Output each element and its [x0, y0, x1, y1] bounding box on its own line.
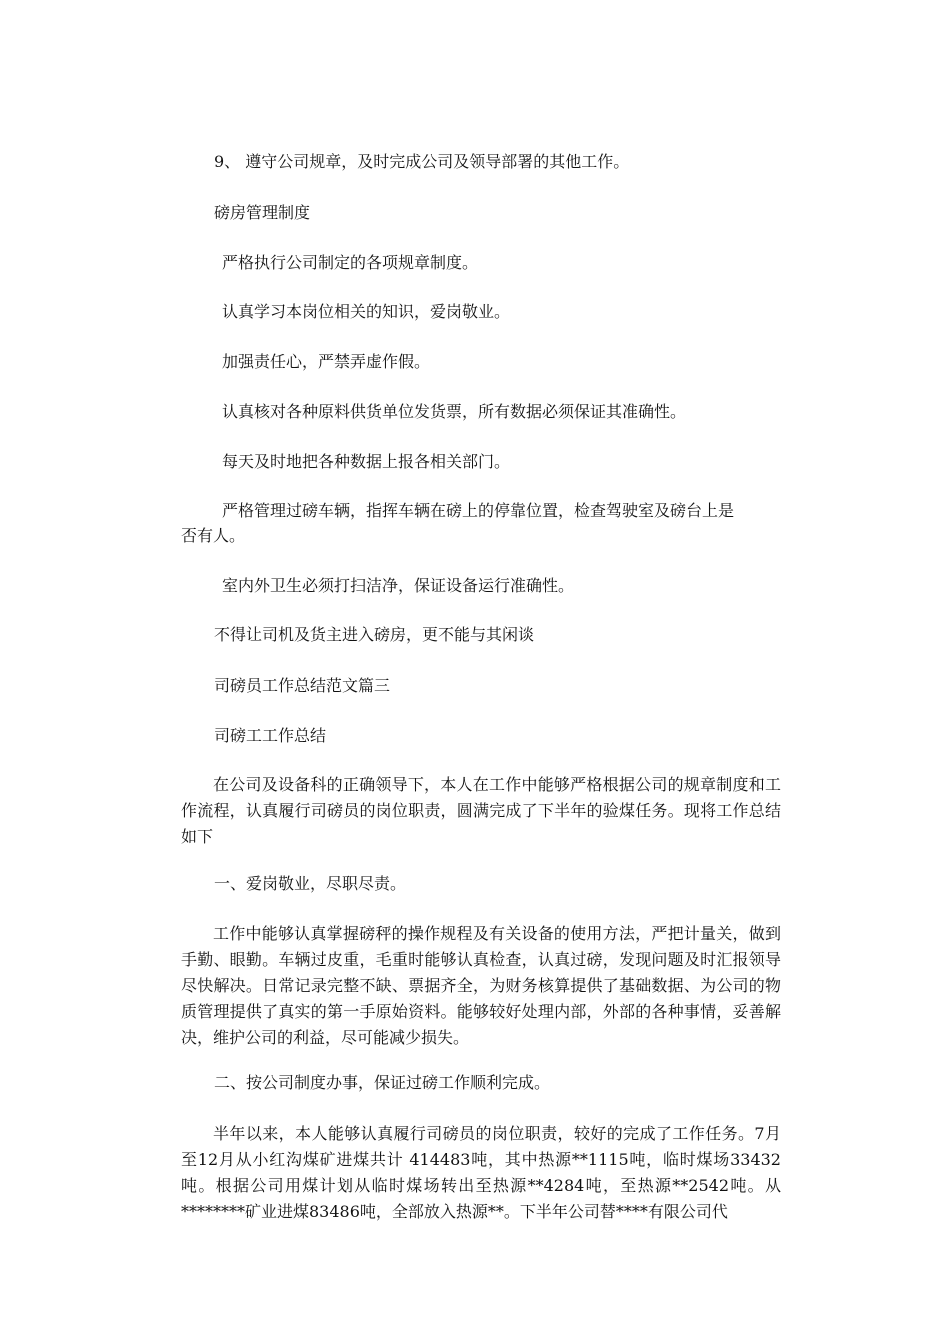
paragraph-2-text: 半年以来，本人能够认真履行司磅员的岗位职责，较好的完成了工作任务。7月至12月从小红沟煤矿进煤共计 414483吨，其中热源**1115吨，临时煤场33432吨。根据公司用煤计划从临时煤场转出至热源**4284吨，至热源**2542吨。从********矿业进煤83486吨，全部放入热源**。下半年公司替****有限公司代: [181, 1124, 781, 1221]
item-9: 9、 遵守公司规章，及时完成公司及领导部署的其他工作。: [214, 152, 630, 171]
rule-2: 认真学习本岗位相关的知识，爱岗敬业。: [222, 302, 511, 321]
paragraph-2: [181, 1121, 781, 1225]
intro-text: 在公司及设备科的正确领导下，本人在工作中能够严格根据公司的规章制度和工作流程，认真履行司磅员的岗位职责，圆满完成了下半年的验煤任务。现将工作总结如下: [181, 775, 781, 846]
paragraph-1-text: 工作中能够认真掌握磅秤的操作规程及有关设备的使用方法，严把计量关，做到手勤、眼勤。车辆过皮重，毛重时能够认真检查，认真过磅，发现问题及时汇报领导尽快解决。日常记录完整不缺、票据齐全，为财务核算提供了基础数据、为公司的物质管理提供了真实的第一手原始资料。能够较好处理内部，外部的各种事情，妥善解决，维护公司的利益，尽可能减少损失。: [181, 924, 781, 1047]
rule-8: 不得让司机及货主进入磅房，更不能与其闲谈: [214, 625, 535, 644]
rule-6-continuation: 否有人。: [181, 526, 246, 545]
intro-paragraph: [181, 772, 781, 850]
heading-2: 二、按公司制度办事，保证过磅工作顺利完成。: [214, 1073, 551, 1092]
rule-7: 室内外卫生必须打扫洁净，保证设备运行准确性。: [222, 576, 575, 595]
section-title-weighroom: 磅房管理制度: [214, 203, 311, 222]
rule-1: 严格执行公司制定的各项规章制度。: [222, 253, 479, 272]
paragraph-1: [181, 921, 781, 1051]
rule-4: 认真核对各种原料供货单位发货票，所有数据必须保证其准确性。: [222, 402, 687, 421]
rule-5: 每天及时地把各种数据上报各相关部门。: [222, 452, 511, 471]
article-subtitle: 司磅工工作总结: [214, 726, 327, 745]
rule-6: 严格管理过磅车辆，指挥车辆在磅上的停靠位置，检查驾驶室及磅台上是: [222, 501, 735, 520]
article-title: 司磅员工作总结范文篇三: [214, 676, 391, 695]
heading-1: 一、爱岗敬业，尽职尽责。: [214, 874, 407, 893]
rule-3: 加强责任心，严禁弄虚作假。: [222, 352, 431, 371]
